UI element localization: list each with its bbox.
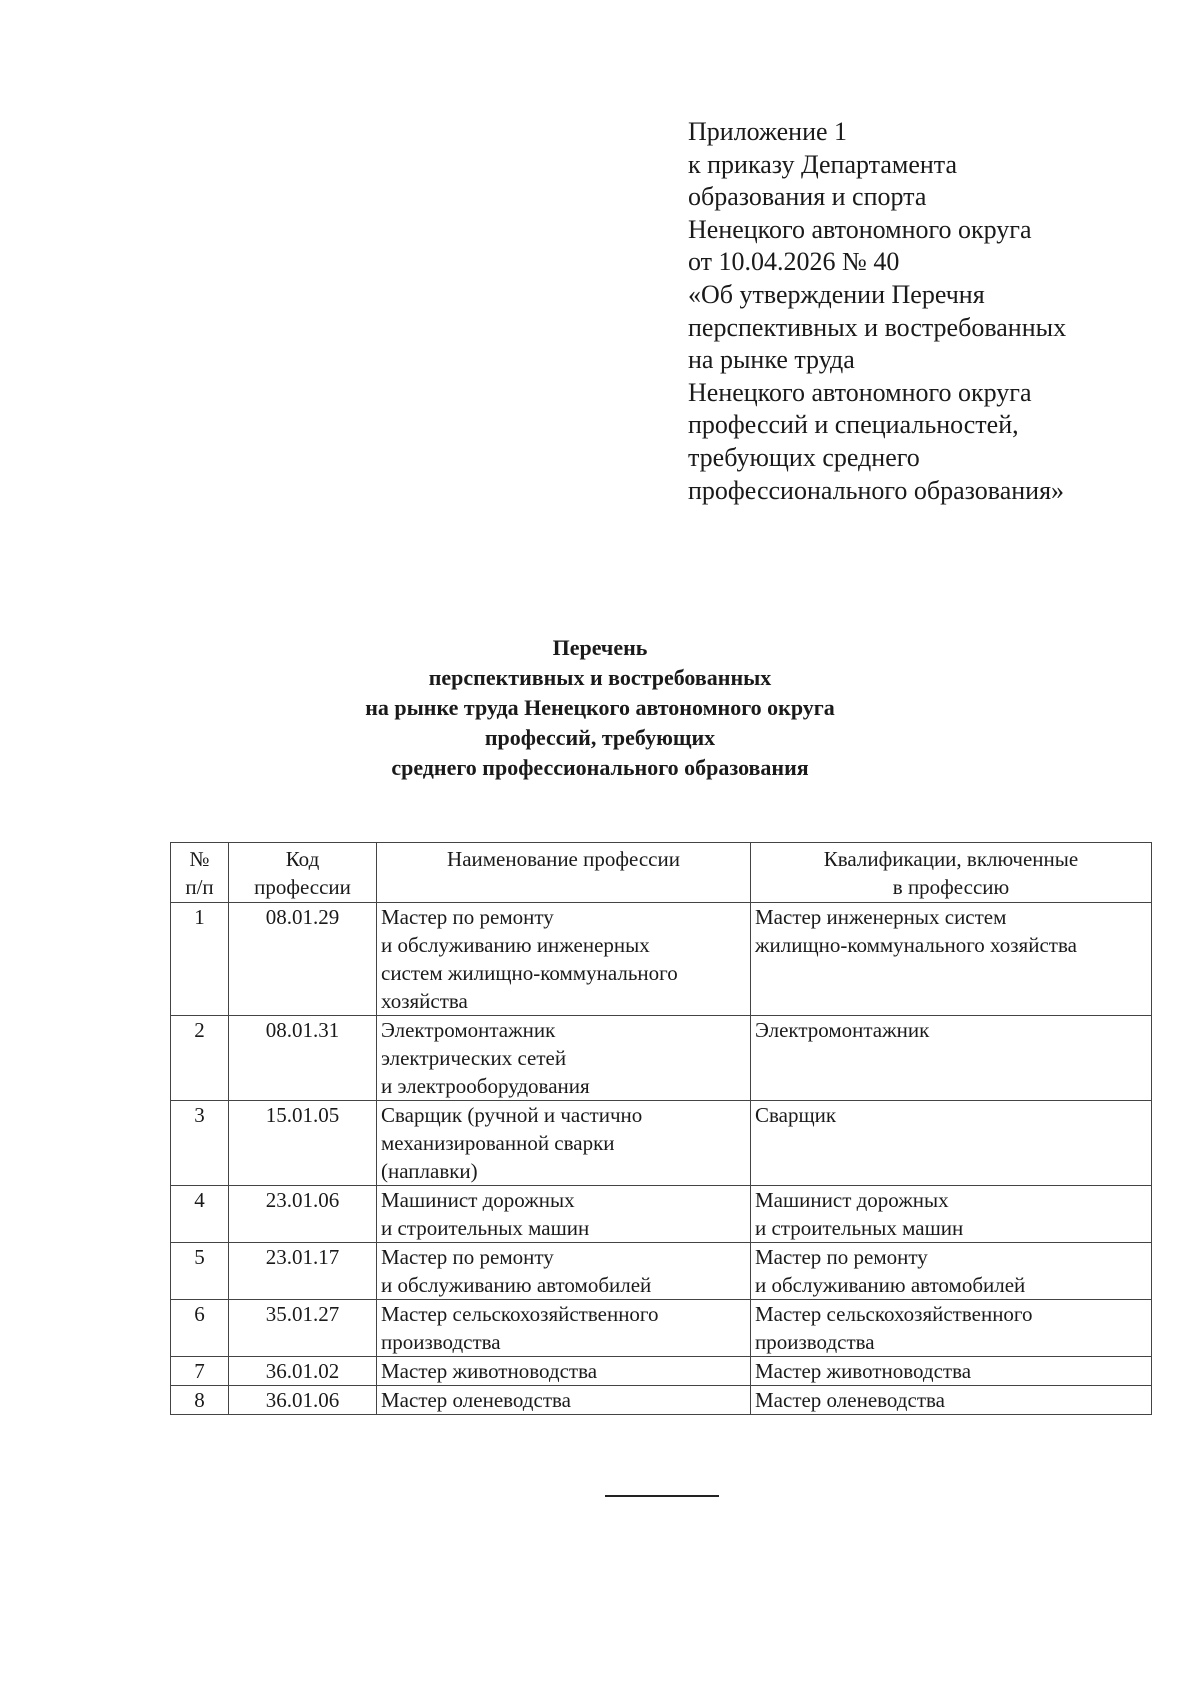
row-qual: Электромонтажник (751, 1016, 1152, 1101)
row-num: 7 (171, 1357, 229, 1386)
row-num: 3 (171, 1101, 229, 1186)
header-name: Наименование профессии (377, 843, 751, 903)
title-line: профессий, требующих (484, 725, 716, 750)
attachment-line: Ненецкого автономного округа (688, 377, 1032, 407)
table-row (171, 1016, 1152, 1101)
row-qual: Мастер оленеводства (751, 1386, 1152, 1415)
professions-table (170, 842, 1152, 1415)
attachment-line: на рынке труда (688, 345, 855, 375)
row-qual: Сварщик (751, 1101, 1152, 1186)
row-qual: Мастер сельскохозяйственного производства (751, 1300, 1152, 1357)
header-num: № п/п (171, 843, 229, 903)
title-line: среднего профессионального образования (391, 755, 809, 780)
row-num: 8 (171, 1386, 229, 1415)
document-title (0, 633, 1200, 783)
row-code: 23.01.17 (229, 1243, 377, 1300)
row-qual: Мастер по ремонту и обслуживанию автомобилей (751, 1243, 1152, 1300)
table-row (171, 1186, 1152, 1243)
row-qual: Мастер инженерных систем жилищно-коммунального хозяйства (751, 903, 1152, 1016)
attachment-line: профессионального образования» (688, 475, 1065, 505)
title-line: на рынке труда Ненецкого автономного округа (365, 695, 835, 720)
row-code: 08.01.31 (229, 1016, 377, 1101)
attachment-line: профессий и специальностей, (688, 410, 1019, 440)
attachment-line: требующих среднего (688, 442, 920, 472)
attachment-line: Ненецкого автономного округа (688, 214, 1032, 244)
row-name: Сварщик (ручной и частично механизированной сварки (наплавки) (377, 1101, 751, 1186)
row-name: Мастер сельскохозяйственного производства (377, 1300, 751, 1357)
attachment-line: образования и спорта (688, 182, 927, 212)
title-line: перспективных и востребованных (428, 665, 772, 690)
attachment-line: перспективных и востребованных (688, 312, 1067, 342)
row-name: Машинист дорожных и строительных машин (377, 1186, 751, 1243)
attachment-line: Приложение 1 (688, 117, 848, 146)
table-row (171, 1243, 1152, 1300)
title-line: Перечень (552, 635, 648, 660)
row-code: 08.01.29 (229, 903, 377, 1016)
table-row (171, 1386, 1152, 1415)
closing-rule (605, 1495, 719, 1497)
row-code: 36.01.06 (229, 1386, 377, 1415)
row-num: 2 (171, 1016, 229, 1101)
row-name: Мастер животноводства (377, 1357, 751, 1386)
attachment-line: «Об утверждении Перечня (688, 279, 985, 309)
row-num: 6 (171, 1300, 229, 1357)
row-name: Мастер по ремонту и обслуживанию автомобилей (377, 1243, 751, 1300)
row-code: 35.01.27 (229, 1300, 377, 1357)
row-qual: Мастер животноводства (751, 1357, 1152, 1386)
row-code: 15.01.05 (229, 1101, 377, 1186)
table-row (171, 1101, 1152, 1186)
table-header-row (171, 843, 1152, 903)
attachment-block (688, 116, 1168, 507)
attachment-line: от 10.04.2026 № 40 (688, 247, 900, 277)
table-row (171, 1357, 1152, 1386)
row-qual: Машинист дорожных и строительных машин (751, 1186, 1152, 1243)
header-qual: Квалификации, включенные в профессию (751, 843, 1152, 903)
attachment-line: к приказу Департамента (688, 149, 958, 179)
header-code: Код профессии (229, 843, 377, 903)
row-num: 4 (171, 1186, 229, 1243)
table-row (171, 903, 1152, 1016)
table-row (171, 1300, 1152, 1357)
row-name: Мастер по ремонту и обслуживанию инженерных систем жилищно-коммунального хозяйства (377, 903, 751, 1016)
row-name: Электромонтажник электрических сетей и электрооборудования (377, 1016, 751, 1101)
row-num: 1 (171, 903, 229, 1016)
row-code: 36.01.02 (229, 1357, 377, 1386)
row-num: 5 (171, 1243, 229, 1300)
row-name: Мастер оленеводства (377, 1386, 751, 1415)
row-code: 23.01.06 (229, 1186, 377, 1243)
